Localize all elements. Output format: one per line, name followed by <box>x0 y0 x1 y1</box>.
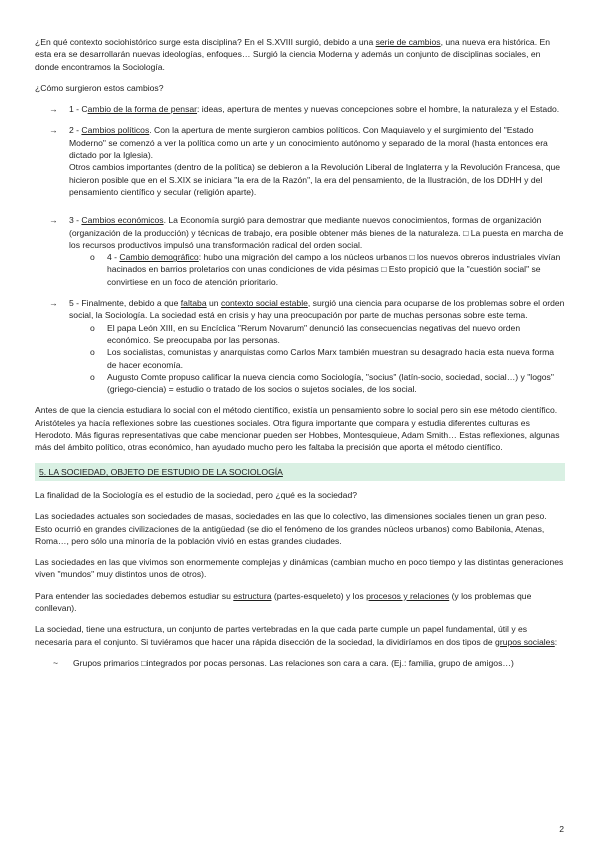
arrow-icon: → <box>49 215 58 226</box>
sub-list-item-change-4 <box>35 251 565 288</box>
bullet-icon: o <box>90 347 95 358</box>
intro-paragraph <box>35 36 565 73</box>
underlined-text: Cambios políticos <box>81 125 150 136</box>
paragraph <box>35 623 565 648</box>
underlined-text: Cambios económicos <box>81 215 164 226</box>
bullet-icon: o <box>90 322 95 333</box>
sub-list-item <box>35 346 565 371</box>
list-item-grupos-primarios <box>35 657 565 669</box>
sub-list-item <box>35 322 565 347</box>
underlined-text: estructura <box>233 590 272 601</box>
text: El papa León XIII, en su Encíclica "Rerum Novarum" denunció las consecuencias negativas del nuevo orden económico. Se preocupaba por las personas. <box>107 322 521 345</box>
paragraph: Las sociedades actuales son sociedades de masas, sociedades en las que lo colectivo, las dimensiones sociales tienen un gran peso. Esto ocurrió en grandes civilizaciones de la antigüedad (se dio el fenómeno de los grandes núcleos urbanos) como Babilonia, Atenas, Roma…, pero sólo una minoría de la población vivió en estas grandes ciudades. <box>35 511 547 546</box>
paragraph: Las sociedades en las que vivimos son enormemente complejas y dinámicas (cambian mucho en poco tiempo y las distintas generaciones viven "mundos" muy distintos unos de otros). <box>35 557 564 580</box>
text: (y los problemas que conllevan). <box>35 590 532 613</box>
bullet-icon: o <box>90 252 95 263</box>
text: , una nueva era histórica. En esta era se desarrollarán nuevas ideologías, enfoques… Surgió la ciencia Moderna y además un conjunto de disciplinas sociales, en donde encontramos la Sociología. <box>35 37 550 72</box>
text: Los socialistas, comunistas y anarquistas como Carlos Marx también muestran su desagrado hacia esta nueva forma de hacer economía. <box>107 347 555 370</box>
text: : <box>554 636 558 647</box>
bullet-icon: o <box>90 371 95 382</box>
text: Augusto Comte propuso calificar la nueva ciencia como Sociología, "socius" (latín-socio, sociedad, social…) y "logos" (griego-ciencia) = estudio o tratado de los socios o sujetos sociales, de los social. <box>107 371 554 395</box>
tilde-bullet-icon: ~ <box>53 657 59 668</box>
list-item-change-2 <box>35 124 565 198</box>
text: Para entender las sociedades debemos estudiar su <box>35 590 234 601</box>
text: 1 - C <box>69 104 88 115</box>
underlined-text: ambio de la forma de pensar <box>87 104 198 115</box>
paragraph: Antes de que la ciencia estudiara lo social con el método científico, existía un pensamiento sobre lo social pero sin ese método científico. Aristóteles ya hacía reflexiones sobre las cuestiones sociales. Otra figura importante que compara y estudia diferentes culturas es Herodoto. Más figuras representativas que cabe mencionar pueden ser Hobbes, Montesquieue, Adam Smith… Estas reflexiones, algunas más del ámbito político, otras económico, han ayudado mucho pero les faltaba la precisión que aporta el método científico. <box>35 405 560 453</box>
arrow-icon: → <box>49 125 58 136</box>
text: Grupos primarios □integrados por pocas personas. Las relaciones son cara a cara. (Ej.: familia, grupo de amigos…) <box>73 657 514 668</box>
arrow-icon: → <box>49 104 58 115</box>
paragraph: La finalidad de la Sociología es el estudio de la sociedad, pero ¿qué es la sociedad? <box>35 489 358 500</box>
underlined-text: faltaba <box>180 298 207 309</box>
text: 3 - <box>69 215 82 226</box>
section-heading: 5. LA SOCIEDAD, OBJETO DE ESTUDIO DE LA SOCIOLOGÍA <box>39 466 283 477</box>
text: : ideas, apertura de mentes y nuevas concepciones sobre el hombre, la naturaleza y el Estado. <box>197 104 560 115</box>
underlined-text: Cambio demográfico <box>119 252 199 263</box>
list-item-change-1 <box>35 103 565 115</box>
list-item-change-5 <box>35 297 565 322</box>
text: La sociedad, tiene una estructura, un conjunto de partes vertebradas en la que cada parte cumple un papel fundamental, útil y es necesaria para el conjunto. Si tuviéramos que hacer una rápida disección de la sociedad, la dividiríamos en dos tipos de <box>35 624 528 647</box>
underlined-text: contexto social estable <box>220 298 308 309</box>
text: Otros cambios importantes (dentro de la política) se debieron a la Revolución Liberal de Inglaterra y la Revolución Francesa, que hicieron posible que en el S.XIX se iniciara "la era de la Razón", la era del pensamiento, de la Ilustración, de los DDHH y del pensamiento científico y secular (religión aparte). <box>69 162 561 197</box>
page-number: 2 <box>559 824 564 834</box>
text: 5 - Finalmente, debido a que <box>69 298 181 309</box>
text: : hubo una migración del campo a los núcleos urbanos □ los nuevos obreros industriales vivían hacinados en barrios proletarios con unas condiciones de vida pésimas □ Esto propició que la "cuestión social" se convirtiese en un foco de atención prioritario. <box>107 252 561 287</box>
sub-list-item <box>35 371 565 396</box>
text: 2 - <box>69 125 82 136</box>
text: . Con la apertura de mente surgieron cambios políticos. Con Maquiavelo y el surgimiento del "Estado Moderno" se comenzó a ver la política como un arte y un conocimiento autónomo y separado de la moral (hasta entonces era dictado por la Iglesia). <box>69 125 548 161</box>
underlined-text: serie de cambios <box>375 37 441 47</box>
arrow-icon: → <box>49 298 58 309</box>
text: un <box>206 298 221 309</box>
section-heading-bar <box>35 463 565 481</box>
document-page <box>35 36 565 669</box>
underlined-text: grupos sociales <box>495 636 555 647</box>
list-item-change-3 <box>35 214 565 251</box>
text: , surgió una ciencia para ocuparse de los problemas sobre el orden social, la Sociología. La sociedad está en crisis y hay una preocupación por parte de muchas personas sobre este tema. <box>69 298 565 321</box>
underlined-text: procesos y relaciones <box>366 590 450 601</box>
text: . La Economía surgió para demostrar que mediante nuevos conocimientos, formas de organización (organización de la producción) y técnicas de trabajo, era posible obtener más bienes de la naturaleza. □ La puesta en marcha de los recursos productivos impulsó una transformación radical del orden social. <box>69 215 564 250</box>
text: ¿En qué contexto sociohistórico surge esta disciplina? En el S.XVIII surgió, debido a una <box>35 37 376 47</box>
question-heading: ¿Cómo surgieron estos cambios? <box>35 82 164 93</box>
paragraph <box>35 590 565 615</box>
text: 4 - <box>107 252 120 263</box>
text: (partes-esqueleto) y los <box>271 590 367 601</box>
